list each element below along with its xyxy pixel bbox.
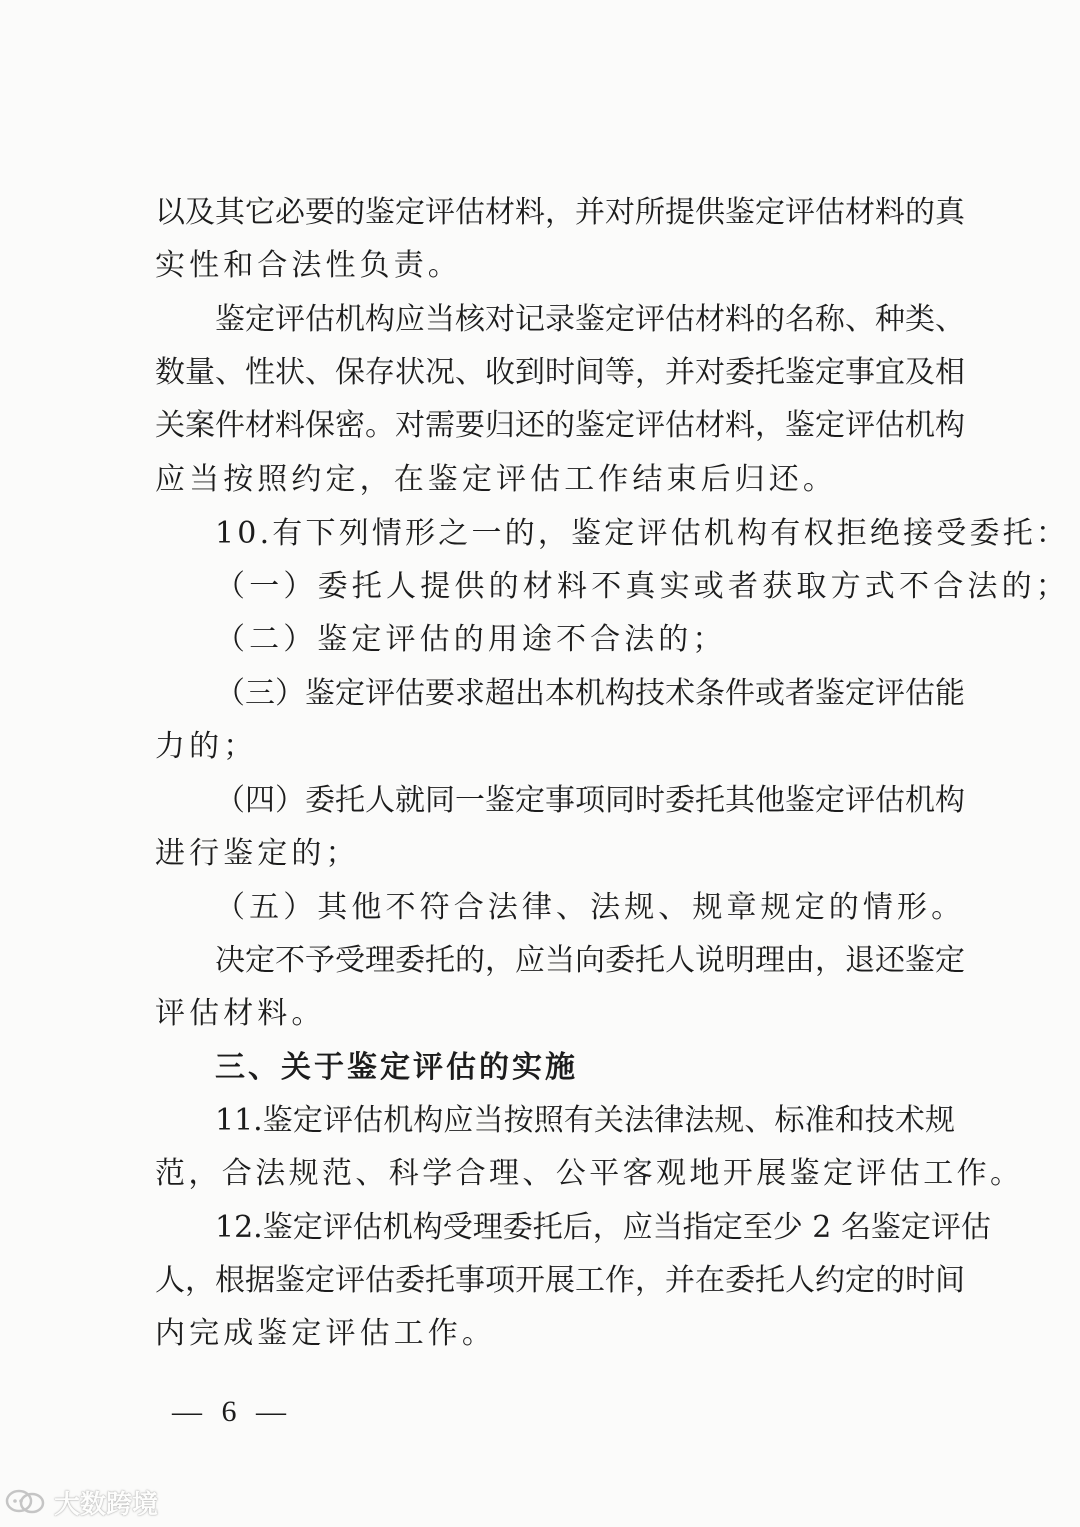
chat-bubbles-logo-icon [4, 1487, 48, 1517]
text-line: 进行鉴定的； [155, 836, 360, 871]
watermark-text: 大数跨境 [54, 1489, 159, 1520]
text-line: 关案件材料保密。对需要归还的鉴定评估材料，鉴定评估机构 [155, 408, 965, 443]
text-line: 12.鉴定评估机构受理委托后，应当指定至少 2 名鉴定评估 [215, 1210, 991, 1245]
text-line: 以及其它必要的鉴定评估材料，并对所提供鉴定评估材料的真 [155, 195, 965, 230]
text-line: 10.有下列情形之一的，鉴定评估机构有权拒绝接受委托： [215, 516, 1070, 551]
text-line: 应当按照约定，在鉴定评估工作结束后归还。 [155, 462, 837, 497]
text-line: 鉴定评估机构应当核对记录鉴定评估材料的名称、种类、 [215, 302, 965, 337]
text-line: 实性和合法性负责。 [155, 248, 462, 283]
text-line: （一）委托人提供的材料不真实或者获取方式不合法的； [215, 569, 1070, 604]
text-line: 力的； [155, 729, 258, 764]
text-line: 11.鉴定评估机构应当按照有关法律法规、标准和技术规 [215, 1103, 955, 1138]
text-line: 数量、性状、保存状况、收到时间等，并对委托鉴定事宜及相 [155, 355, 965, 390]
text-line: （四）委托人就同一鉴定事项同时委托其他鉴定评估机构 [215, 783, 965, 818]
text-line: （三）鉴定评估要求超出本机构技术条件或者鉴定评估能 [215, 676, 965, 711]
text-line: 范，合法规范、科学合理、公平客观地开展鉴定评估工作。 [155, 1156, 1024, 1191]
text-line: 人，根据鉴定评估委托事项开展工作，并在委托人约定的时间 [155, 1263, 965, 1298]
section-heading: 三、关于鉴定评估的实施 [215, 1050, 578, 1085]
text-line: （五）其他不符合法律、法规、规章规定的情形。 [215, 890, 966, 925]
page-number: — 6 — [172, 1395, 292, 1428]
watermark [4, 1484, 158, 1520]
text-line: 评估材料。 [155, 996, 326, 1031]
text-line: （二）鉴定评估的用途不合法的； [215, 622, 727, 657]
text-line: 内完成鉴定评估工作。 [155, 1316, 496, 1351]
text-line: 决定不予受理委托的，应当向委托人说明理由，退还鉴定 [215, 943, 965, 978]
